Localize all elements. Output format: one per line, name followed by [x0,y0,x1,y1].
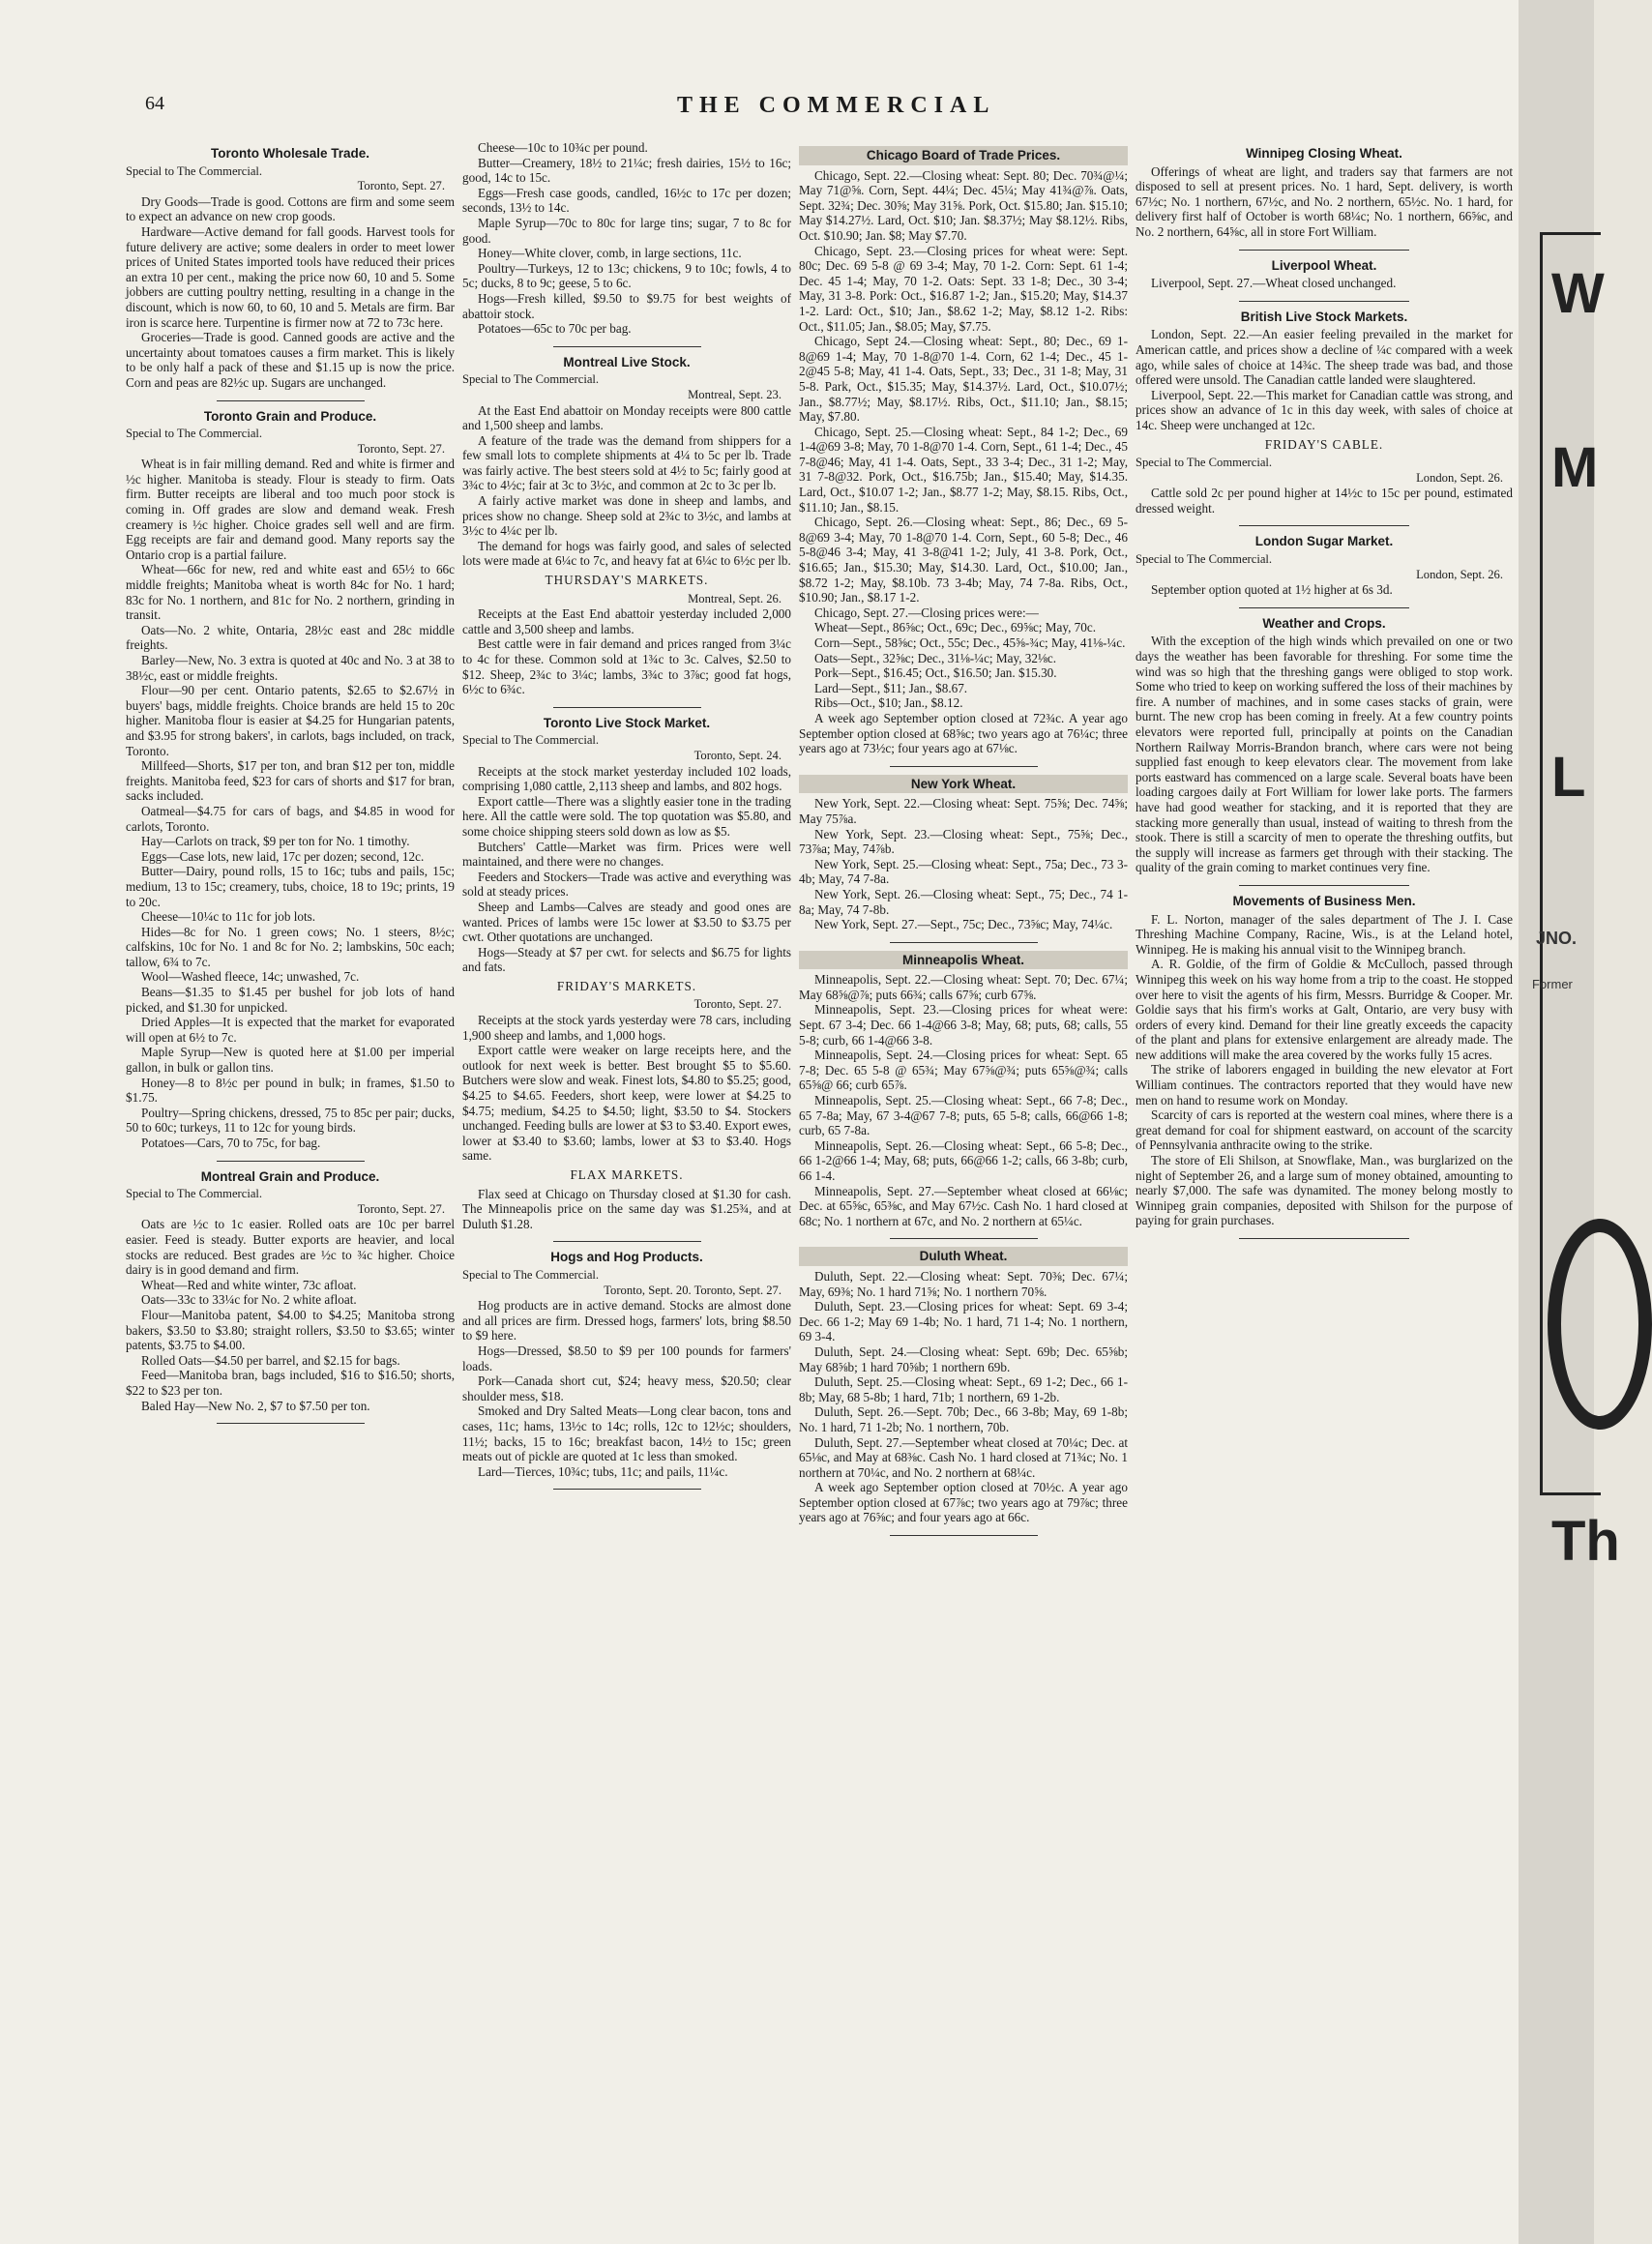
article-paragraph: Baled Hay—New No. 2, $7 to $7.50 per ton. [141,1398,370,1413]
article-heading: Toronto Wholesale Trade. [210,146,370,161]
article-paragraph: Chicago, Sept. 25.—Closing wheat: Sept., 84 1-2; Dec., 69 1-4@69 3-8; May, 70 1-8@70 1-4. Corn, Sept., 61 1-4; Dec., 45 7-8@46; May, 41 1-4. Oats, Sept., 33 3-4; Dec., 31 1-2; May, 31 7-8@32. Pork, Oct., $16.75b; Jan., $15.40; May, $14.35. Lard, Oct., $10.07 1-2; Jan., $8.77 1-2; May, $8.15. Ribs, Oct., $11.10; Jan., $8.15. [799,424,1128,515]
article-heading: Liverpool Wheat. [1271,257,1377,273]
section-dateline: Montreal, Sept. 26. [688,591,782,605]
article-divider [1239,607,1409,608]
article-paragraph: Chicago, Sept 24.—Closing wheat: Sept., 80; Dec., 69 1-8@69 1-4; May, 70 1-8@70 1-4. Corn, 62 1-4; Dec., 45 1-2@45 5-8; May, 41 1-4. Oats, Sept., 33; Dec., 31 1-8; May, 31 5-8. Park, Oct., $15.35; May, $14.37½. Lard, Oct., $10.07½; Jan., $8.77½; May, $8.17½. Ribs, Oct., $11.10; Jan., $8.15; May, $7.80. [799,334,1128,425]
article-paragraph: Wheat—Sept., 86⅝c; Oct., 69c; Dec., 69⅝c; May, 70c. [814,620,1097,635]
section-subheading: FLAX MARKETS. [570,1167,684,1182]
article-paragraph: Honey—White clover, comb, in large sections, 11c. [478,246,742,261]
article-heading: Duluth Wheat. [799,1247,1128,1266]
ad-letter-1: W [1551,262,1605,325]
article-body [462,403,791,570]
section-paragraph: Export cattle were weaker on large receipts here, and the outlook for next week is better. Best brought $5 to $5.60. Butchers were slow and weak. Finest lots, $4.80 to $5.25; good, $4.25 to $4.65. Feeders, short keep, were lower at $4.25 to $4.75; medium, $4.25 to $4.50; light, $3.50 to $4. Stockers unchanged. Feeding bulls are lower at $3 to $3.40. Export ewes, lower at $3.40 to $3.60; lambs, lower at $3 to $3.40. Hogs same. [462,1043,791,1164]
article-body [799,168,1128,756]
article-byline: Special to The Commercial. [462,372,600,387]
article-paragraph: Oats—No. 2 white, Ontaria, 28½c east and 28c middle freights. [126,622,455,653]
article-body [462,1298,791,1479]
article-paragraph: Cheese—10¼c to 11c for job lots. [141,909,316,925]
article-paragraph: New York, Sept. 27.—Sept., 75c; Dec., 73⅝c; May, 74¼c. [814,917,1113,932]
article-byline: Special to The Commercial. [462,1267,600,1282]
article-divider [1239,250,1409,251]
article-paragraph: At the East End abattoir on Monday receipts were 800 cattle and 1,500 sheep and lambs. [462,402,791,433]
article-paragraph: Smoked and Dry Salted Meats—Long clear bacon, tons and cases, 11c; hams, 13½c to 14c; rolls, 12c to 12½c; shoulders, 11½; backs, 15 to 16c; breakfast bacon, 14½ to 15c; green meats out of pickle are quoted at 1c less than smoked. [462,1403,791,1464]
article-paragraph: Duluth, Sept. 26.—Sept. 70b; Dec., 66 3-8b; May, 69 1-8b; No. 1 hard, 71 1-2b; No. 1 northern, 70b. [799,1404,1128,1434]
article [799,775,1128,932]
article-paragraph: Duluth, Sept. 27.—September wheat closed at 70¼c; Dec. at 65⅛c, and May at 68⅜c. Cash No. 1 hard closed at 71¾c; No. 1 northern at 70¼c, and No. 2 northern at 68¼c. [799,1434,1128,1480]
article-paragraph: Rolled Oats—$4.50 per barrel, and $2.15 for bags. [141,1352,400,1368]
article-paragraph: Minneapolis, Sept. 25.—Closing wheat: Sept., 66 7-8; Dec., 65 7-8a; May, 67 3-4@67 7-8; puts, 65 5-8; calls, 66@66 1-8; curb, 65 7-8a. [799,1093,1128,1138]
article-paragraph: Offerings of wheat are light, and traders say that farmers are not disposed to sell at present prices. No. 1 hard, Sept. delivery, is worth 67½c; No. 1 northern, 67½c, and No. 2 northern, 65½c. No. 1 hard, for delivery first half of October is worth 68¼c; No. 1 northern, 66⅝c, and No. 2 northern, 64⅝c, all in store Fort William. [1136,163,1513,239]
article-divider [217,1423,365,1424]
article-paragraph: London, Sept. 22.—An easier feeling prevailed in the market for American cattle, and prices show a decline of ¼c compared with a week ago, while sales of choice at 14¾c. The sheep trade was bad, and those offered were unsold. The Canadian cattle landed were slaughtered. [1136,327,1513,388]
section-body [462,1013,791,1164]
article-paragraph: Poultry—Spring chickens, dressed, 75 to 85c per pair; ducks, 50 to 60c; turkeys, 11 to 12c for young birds. [126,1105,455,1136]
article-divider [890,942,1038,943]
section-dateline: London, Sept. 26. [1416,470,1503,485]
article-paragraph: Duluth, Sept. 24.—Closing wheat: Sept. 69b; Dec. 65⅝b; May 68⅝b; 1 hard 70⅝b; 1 northern 69b. [799,1343,1128,1374]
article-body [1136,912,1513,1228]
page-header [0,93,1519,132]
article-heading: British Live Stock Markets. [1240,309,1408,324]
article-heading: London Sugar Market. [1254,534,1394,549]
article-paragraph: A week ago September option closed at 72¾c. A year ago September option closed at 68⅝c; two years ago at 76¼c; three years ago at 73½c; four years ago at 67⅛c. [799,710,1128,756]
article-paragraph: A fairly active market was done in sheep and lambs, and prices show no change. Sheep sold at 2¾c to 3½c, and lambs at 3½c to 4¼c per lb. [462,493,791,539]
article-paragraph: Chicago, Sept. 27.—Closing prices were:— [814,605,1039,620]
article-paragraph: Maple Syrup—New is quoted here at $1.00 per imperial gallon, in bulk or gallon tins. [126,1045,455,1076]
article-divider [217,1161,365,1162]
article [1136,894,1513,1228]
section-paragraph: Flax seed at Chicago on Thursday closed at $1.30 for cash. The Minneapolis price on the same day was $1.25¾, and at Duluth $1.28. [462,1186,791,1231]
article-paragraph: Minneapolis, Sept. 23.—Closing prices for wheat were: Sept. 67 3-4; Dec. 66 1-4@66 3-8; May, 68; puts, 68; calls, 55 5-8; curb, 66 1-4@66 3-8. [799,1002,1128,1048]
article-paragraph: A. R. Goldie, of the firm of Goldie & McCulloch, passed through Winnipeg this week on his way home from a trip to the coast. He stopped over here to visit the agents of his firm, Messrs. Burridge & Cooper. Mr. Goldie says that his firm's works at Galt, Ontario, are very busy with orders of every kind. Demand for their line greatly exceeds the capacity of the plant and plans for extensive enlargement are already made. The new additions will make the area covered by the works fully 15 acres. [1136,957,1513,1062]
column-4 [1136,140,1513,2234]
article-paragraph: Honey—8 to 8½c per pound in bulk; in frames, $1.50 to $1.75. [126,1075,455,1106]
article-divider [1239,301,1409,302]
article-paragraph: A week ago September option closed at 70½c. A year ago September option closed at 67⅞c; two years ago at 79⅞c; three years ago at 76⅝c; and four years ago at 66c. [799,1480,1128,1525]
article-paragraph: Minneapolis, Sept. 22.—Closing wheat: Sept. 70; Dec. 67¼; May 68⅝@⅞; puts 66¾; calls 67⅝; curb 67⅝. [799,972,1128,1002]
article [1136,534,1513,597]
article-paragraph: Corn—Sept., 58⅝c; Oct., 55c; Dec., 45⅝-¾c; May, 41⅛-¼c. [814,635,1126,650]
article-divider [1239,1238,1409,1239]
publication-title: THE COMMERCIAL [677,93,996,118]
section-paragraph: Receipts at the East End abattoir yesterday included 2,000 cattle and 3,500 sheep and lambs. [462,606,791,636]
article-paragraph: Duluth, Sept. 23.—Closing prices for wheat: Sept. 69 3-4; Dec. 66 1-2; May 69 1-4b; No. 1 hard, 71 1-4; No. 1 northern, 69 3-4. [799,1299,1128,1344]
article-paragraph: Flour—90 per cent. Ontario patents, $2.65 to $2.67½ in buyers' bags, middle freights. Choice brands are held 15 to 20c higher. Manitoba flour is easier at $4.25 for Hungarian patents, and $3.95 for strong bakers', in carlots, bags included, on track, Toronto. [126,683,455,758]
article-heading: Minneapolis Wheat. [799,951,1128,970]
article-body [799,972,1128,1228]
article-paragraph: Oats are ½c to 1c easier. Rolled oats are 10c per barrel easier. Feed is steady. Butter exports are heavier, and local stocks are reduced. Best grades are ½c to ¾c higher. Choice dairy is in good demand and firm. [126,1217,455,1278]
article-byline: Special to The Commercial. [126,1187,263,1201]
article-paragraph: Oats—33c to 33¼c for No. 2 white afloat. [141,1292,357,1308]
article-paragraph: Sheep and Lambs—Calves are steady and good ones are wanted. Prices of lambs were 15c lower at $3.50 to $3.75 per cwt. Other quotations are unchanged. [462,899,791,945]
article-dateline: Montreal, Sept. 23. [688,387,782,401]
section-body [462,606,791,697]
article-body [1136,164,1513,240]
article [462,355,791,697]
article-paragraph: Chicago, Sept. 26.—Closing wheat: Sept., 86; Dec., 69 5-8@69 3-4; May, 70 1-8@70 1-4. Corn, Sept., 60 5-8; Dec., 46 5-8@46 3-4; May, 41 3-8@41 1-2; July, 41 3-8. Pork, Oct., $16.65; Jan., $15.30; May, $14.30. Lard, Oct., $10.00; Jan., $8.72 1-2; May, $8.10b. 73 3-4b; May, 74 7-8a. Ribs, Oct., $10.90; Jan., $8.17 1-2. [799,515,1128,605]
article-heading: Montreal Grain and Produce. [200,1168,380,1184]
article-paragraph: New York, Sept. 22.—Closing wheat: Sept. 75⅝; Dec. 74⅝; May 75⅞a. [799,796,1128,826]
article-dateline: Toronto, Sept. 24. [693,748,782,762]
article-paragraph: F. L. Norton, manager of the sales department of The J. I. Case Threshing Machine Company, Racine, Wis., is at the Leland hotel, Winnipeg. He is making his annual visit to the Winnipeg branch. [1136,911,1513,957]
section-subheading: THURSDAY'S MARKETS. [545,573,709,588]
article [799,1247,1128,1525]
article-paragraph: Wheat—66c for new, red and white east and 65½ to 66c middle freights; Manitoba wheat is worth 84c for No. 1 hard; 83c for No. 1 northern, and 81c for No. 2 northern, grinding in transit. [126,562,455,623]
article-paragraph: Eggs—Fresh case goods, candled, 16½c to 17c per dozen; seconds, 13½ to 14c. [462,185,791,216]
article [462,716,791,1232]
article-divider [553,1489,701,1490]
article-divider [553,346,701,347]
section-byline: Special to The Commercial. [1136,456,1273,470]
ad-small-1: JNO. [1536,929,1578,948]
article-paragraph: Lard—Sept., $11; Jan., $8.67. [814,680,968,695]
article-paragraph: Wheat is in fair milling demand. Red and white is firmer and ½c higher. Manitoba is steady. Flour is steady to firm. Oats firm. Butter receipts are liberal and too much poor stock is coming in. Off grades are slow and demand weak. Fresh creamery is ½c higher. Choice grades sell well and are firm. Egg receipts are fair and demand good. Many reports say the Ontario crop is a partial failure. [126,457,455,562]
section-subheading: FRIDAY'S MARKETS. [556,978,697,993]
article [799,951,1128,1229]
article-heading: Weather and Crops. [1262,615,1386,631]
article-paragraph: Oats—Sept., 32⅝c; Dec., 31⅛-¼c; May, 32⅛c. [814,650,1057,665]
article-paragraph: Hogs—Fresh killed, $9.50 to $9.75 for best weights of abattoir stock. [462,290,791,321]
article-paragraph: Wheat—Red and white winter, 73c afloat. [141,1277,357,1292]
article-paragraph: Eggs—Case lots, new laid, 17c per dozen; second, 12c. [141,848,425,864]
article-paragraph: Dry Goods—Trade is good. Cottons are firm and some seem to expect an advance on new crop goods. [126,193,455,224]
ad-small-2: Former [1532,977,1573,991]
article-paragraph: Minneapolis, Sept. 26.—Closing wheat: Sept., 66 5-8; Dec., 66 1-2@66 1-4; May, 68; puts, 66@66 1-2; calls, 66 3-8b; curb, 66 1-4. [799,1137,1128,1183]
article-paragraph: Liverpool, Sept. 27.—Wheat closed unchanged. [1151,276,1397,291]
article-paragraph: Potatoes—65c to 70c per bag. [478,321,632,337]
article [1136,310,1513,517]
article-heading: Movements of Business Men. [1232,893,1416,908]
article [126,409,455,1151]
section-body [462,1187,791,1232]
article-heading: Hogs and Hog Products. [550,1250,703,1265]
section-paragraph: Best cattle were in fair demand and prices ranged from 3¼c to 4c for these. Common sold at 1¾c to 3c. Calves, $2.50 to $12. Sheep, 2¾c to 3¼c; lambs, 3¾c to 3⅞c; good fat hogs, 6½c to 6¾c. [462,636,791,697]
article-divider [217,400,365,401]
ad-letter-2: M [1551,436,1599,499]
article [799,146,1128,756]
article [462,140,791,337]
article-heading: Montreal Live Stock. [563,354,691,369]
article-dateline: Toronto, Sept. 27. [357,441,445,456]
article [126,146,455,391]
article-paragraph: New York, Sept. 26.—Closing wheat: Sept., 75; Dec., 74 1-8a; May, 74 7-8b. [799,886,1128,917]
article [126,1169,455,1414]
article-paragraph: Groceries—Trade is good. Canned goods are active and the uncertainty about tomatoes causes a firm market. This is likely to be only half a pack of these and $1.15 up is now the price. Corn and peas are 82½c up. Sugars are unchanged. [126,330,455,390]
section-paragraph: Receipts at the stock yards yesterday were 78 cars, including 1,900 sheep and lambs, and 1,000 hogs. [462,1013,791,1043]
article-paragraph: Ribs—Oct., $10; Jan., $8.12. [814,695,963,711]
page-number: 64 [145,93,164,114]
article-dateline: Toronto, Sept. 27. [357,179,445,193]
article-paragraph: With the exception of the high winds which prevailed on one or two days the weather has been favorable for threshing. For some time the wind was so high that the threshing gangs were obliged to stop work. Some who tried to keep on working suffered the loss of their machines by fire. A number of machines, and in some cases stacks of grain, were burnt. The new crop has been coming in freely. At a few country points elevators were reported full, principally at points on the Canadian Northern Railway Morris-Brandon branch, where cars were not being supplied fast enough to keep elevators clear. The movement from lake ports eastward has commenced on a large scale. Several boats have been loading cargoes daily at Fort William for lower lake ports. The farmers have had good weather for stacking, and it is reported that they are stacking more generally than usual, instead of waiting to thresh from the stook. There is still a scarcity of men to operate the threshing outfits, but the supply will increase as farmers get through with their stacking. The quality of the grain coming to market continues very fine. [1136,634,1513,875]
column-3 [799,140,1128,2234]
article-paragraph: Flour—Manitoba patent, $4.00 to $4.25; Manitoba strong bakers, $3.50 to $3.80; straight rollers, $3.50 to $3.65; winter patents, $3.75 to $4.00. [126,1307,455,1353]
article-paragraph: Wool—Washed fleece, 14c; unwashed, 7c. [141,969,360,985]
article-divider [890,1535,1038,1536]
article-paragraph: Millfeed—Shorts, $17 per ton, and bran $12 per ton, middle freights. Manitoba feed, $23 for cars of shorts and $17 for bran, sacks included. [126,758,455,804]
ad-letter-4: Th [1551,1510,1620,1573]
article-paragraph: New York, Sept. 23.—Closing wheat: Sept., 75⅝; Dec., 73⅞a; May, 74⅞b. [799,826,1128,857]
article-byline: Special to The Commercial. [126,427,263,441]
article-paragraph: Butter—Creamery, 18½ to 21¼c; fresh dairies, 15½ to 16c; good, 14c to 15c. [462,155,791,186]
article-body [1136,327,1513,432]
article-paragraph: Duluth, Sept. 22.—Closing wheat: Sept. 70⅜; Dec. 67¼; May, 69⅜; No. 1 hard 71⅝; No. 1 northern 70⅝. [799,1268,1128,1299]
section-dateline: Toronto, Sept. 27. [693,997,782,1012]
article-byline: Special to The Commercial. [126,163,263,178]
article-paragraph: Beans—$1.35 to $1.45 per bushel for job lots of hand picked, and $1.30 for unpicked. [126,985,455,1015]
article-paragraph: Export cattle—There was a slightly easier tone in the trading here. All the cattle were sold. The top quotation was $5.80, and some choice shipping steers sold down as low as $5. [462,793,791,839]
article-heading: Toronto Live Stock Market. [543,715,711,730]
ad-ornament [1548,1219,1652,1430]
article-paragraph: Liverpool, Sept. 22.—This market for Canadian cattle was strong, and prices show an advance of 1c in this day week, with sales of choice at 14c. Sheep were unchanged at 12c. [1136,387,1513,432]
article-body [799,1269,1128,1525]
article-paragraph: Barley—New, No. 3 extra is quoted at 40c and No. 3 at 38 to 38½c, east or middle freights. [126,653,455,683]
column-2 [462,140,791,2234]
article-paragraph: New York, Sept. 25.—Closing wheat: Sept., 75a; Dec., 73 3-4b; May, 74 7-8a. [799,856,1128,887]
article-byline: Special to The Commercial. [1136,552,1273,567]
article-paragraph: Hides—8c for No. 1 green cows; No. 1 steers, 8½c; calfskins, 10c for No. 1 and 8c for No. 2; lambskins, 50c each; tallow, 6¾ to 7c. [126,924,455,969]
article-paragraph: A feature of the trade was the demand from shippers for a few small lots to complete shipments at 4¼ to 5c per lb. Trade was fairly active. The best steers sold at 4½ to 5c; fairly good at 3¾c to 4½c; fair at 3c to 3½c, and common at 2c to 3c per lb. [462,432,791,493]
article-paragraph: Pork—Sept., $16.45; Oct., $16.50; Jan. $15.30. [814,665,1057,681]
article [462,1250,791,1479]
article-body [126,1217,455,1413]
article-heading: New York Wheat. [799,775,1128,794]
article-paragraph: Hardware—Active demand for fall goods. Harvest tools for future delivery are active; some dealers in order to meet lower prices of United States imported tools have reduced their prices an extra 10 per cent., making the price now 60, 10 and 5. Some jobbers are cutting poultry netting, resulting in a change in the discount, which is now 60, to 60, 10 and 5. Metals are firm. Bar iron is scarce here. Turpentine is firmer now at 72 to 73c here. [126,223,455,330]
article-divider [1239,525,1409,526]
article-paragraph: Hog products are in active demand. Stocks are almost done and all prices are firm. Dressed hogs, farmers' lots, bring $8.50 to $9 here. [462,1298,791,1343]
article-paragraph: The strike of laborers engaged in building the new elevator at Fort William continues. The contractors reported that they would have new men on hand to resume work on Monday. [1136,1062,1513,1107]
article-paragraph: Pork—Canada short cut, $24; heavy mess, $20.50; clear shoulder mess, $18. [462,1373,791,1403]
article-body [462,140,791,337]
article [1136,258,1513,291]
article-paragraph: Minneapolis, Sept. 24.—Closing prices for wheat: Sept. 65 7-8; Dec. 65 5-8 @ 65¾; May 67⅝@¾; puts 65⅝@¾; calls 65⅝@ 66; curb 65⅞. [799,1048,1128,1093]
article-paragraph: Receipts at the stock market yesterday included 102 loads, comprising 1,080 cattle, 2,113 sheep and lambs, and 802 hogs. [462,763,791,794]
article-body [799,796,1128,931]
article-body [1136,634,1513,875]
article-paragraph: The store of Eli Shilson, at Snowflake, Man., was burglarized on the night of September 26, and a large sum of money obtained, amounting to nearly $7,000. The safe was dynamited. The money belong mostly to Winnipeg grain companies, deposited with Shilson for the purpose of paying for grain purchases. [1136,1153,1513,1228]
article-paragraph: Oatmeal—$4.75 for cars of bags, and $4.85 in wood for carlots, Toronto. [126,803,455,834]
article-paragraph: Butchers' Cattle—Market was firm. Prices were well maintained, and there were no changes. [462,839,791,870]
article-paragraph: Cheese—10c to 10¾c per pound. [478,140,648,155]
article-paragraph: Hogs—Dressed, $8.50 to $9 per 100 pounds for farmers' loads. [462,1343,791,1373]
article-paragraph: Hogs—Steady at $7 per cwt. for selects and $6.75 for lights and fats. [462,944,791,975]
article-paragraph: Scarcity of cars is reported at the western coal mines, where there is a great demand for coal for shipment eastward, on account of the scarcity of Pennsylvania anthracite owing to the strike. [1136,1107,1513,1153]
article-paragraph: Feed—Manitoba bran, bags included, $16 to $16.50; shorts, $22 to $23 per ton. [126,1368,455,1398]
article-paragraph: Maple Syrup—70c to 80c for large tins; sugar, 7 to 8c for good. [462,215,791,246]
article-byline: Special to The Commercial. [462,733,600,748]
article-paragraph: Lard—Tierces, 10¾c; tubs, 11c; and pails, 11¼c. [478,1463,728,1479]
article-body [126,457,455,1150]
article-divider [890,766,1038,767]
article-paragraph: Potatoes—Cars, 70 to 75c, for bag. [141,1136,321,1150]
article-body [1136,276,1513,291]
article-divider [553,707,701,708]
article-dateline: Toronto, Sept. 20. Toronto, Sept. 27. [604,1283,782,1297]
article [1136,616,1513,875]
section-paragraph: Cattle sold 2c per pound higher at 14½c to 15c per pound, estimated dressed weight. [1136,486,1513,516]
article [1136,146,1513,240]
article-paragraph: Butter—Dairy, pound rolls, 15 to 16c; tubs and pails, 15c; medium, 13 to 15c; creamery, tubs, choice, 18 to 19c; prints, 19 to 20c. [126,864,455,909]
article-heading: Toronto Grain and Produce. [203,408,377,424]
column-1 [126,140,455,2234]
article-dateline: Toronto, Sept. 27. [357,1201,445,1216]
article-divider [553,1241,701,1242]
article-body [126,194,455,391]
article-paragraph: Hay—Carlots on track, $9 per ton for No. 1 timothy. [141,834,410,849]
article-divider [890,1238,1038,1239]
article-divider [1239,885,1409,886]
article-dateline: London, Sept. 26. [1416,567,1503,581]
adjacent-page-strip [1519,0,1620,2244]
section-body [1136,486,1513,516]
article-body [1136,582,1513,598]
article-paragraph: Feeders and Stockers—Trade was active and everything was sold at steady prices. [462,869,791,900]
article-heading: Chicago Board of Trade Prices. [799,146,1128,165]
article-paragraph: Chicago, Sept. 22.—Closing wheat: Sept. 80; Dec. 70¾@¼; May 71@⅝. Corn, Sept. 44¼; Dec. 45¼; May 41¾@⅞. Oats, Sept. 32¾; Dec. 30⅝; May 31⅝. Pork, Oct. $15.80; Jan. $15.10; May $14.27½. Lard, Oct. $10; Jan. $8.37½; May $8.12½. Ribs, Oct. $10.90; Jan. $8; May $7.70. [799,167,1128,243]
article-paragraph: Dried Apples—It is expected that the market for evaporated will open at 6½ to 7c. [126,1015,455,1045]
section-subheading: FRIDAY'S CABLE. [1264,436,1384,452]
article-paragraph: Duluth, Sept. 25.—Closing wheat: Sept., 69 1-2; Dec., 66 1-8b; May, 68 5-8b; 1 hard, 71b; 1 northern, 69 1-2b. [799,1374,1128,1404]
article-paragraph: September option quoted at 1½ higher at 6s 3d. [1151,582,1393,598]
article-heading: Winnipeg Closing Wheat. [1246,146,1402,161]
article-paragraph: The demand for hogs was fairly good, and sales of selected lots were made at 6¼c to 7c, and heavy fat at 6¼c to 6½c per lb. [462,538,791,569]
article-paragraph: Chicago, Sept. 23.—Closing prices for wheat were: Sept. 80c; Dec. 69 5-8 @ 69 3-4; May, 70 1-2. Corn: Sept. 61 1-4; Dec. 45 1-4; May, 70 1-2. Oats: Sept. 33 1-8; Dec., 30 3-4; May, 31 3-8. Pork: Oct., $16.87 1-2; Jan., $15.20; May, $14.37 1-2. Lard: Oct., $10; Jan., $8.62 1-2; May, $8.12 1-2. Ribs: Oct., $11.05; Jan., $8.05; May, $7.75. [799,243,1128,334]
article-body [462,764,791,975]
article-paragraph: Minneapolis, Sept. 27.—September wheat closed at 66⅛c; Dec. at 65⅝c, 65⅜c, and May 67½c. Cash No. 1 hard closed at 68c; No. 1 northern at 67c, and No. 2 northern at 65¼c. [799,1183,1128,1228]
ad-letter-3: L [1551,746,1586,809]
article-paragraph: Poultry—Turkeys, 12 to 13c; chickens, 9 to 10c; fowls, 4 to 5c; ducks, 8 to 9c; geese, 5 to 6c. [462,260,791,291]
